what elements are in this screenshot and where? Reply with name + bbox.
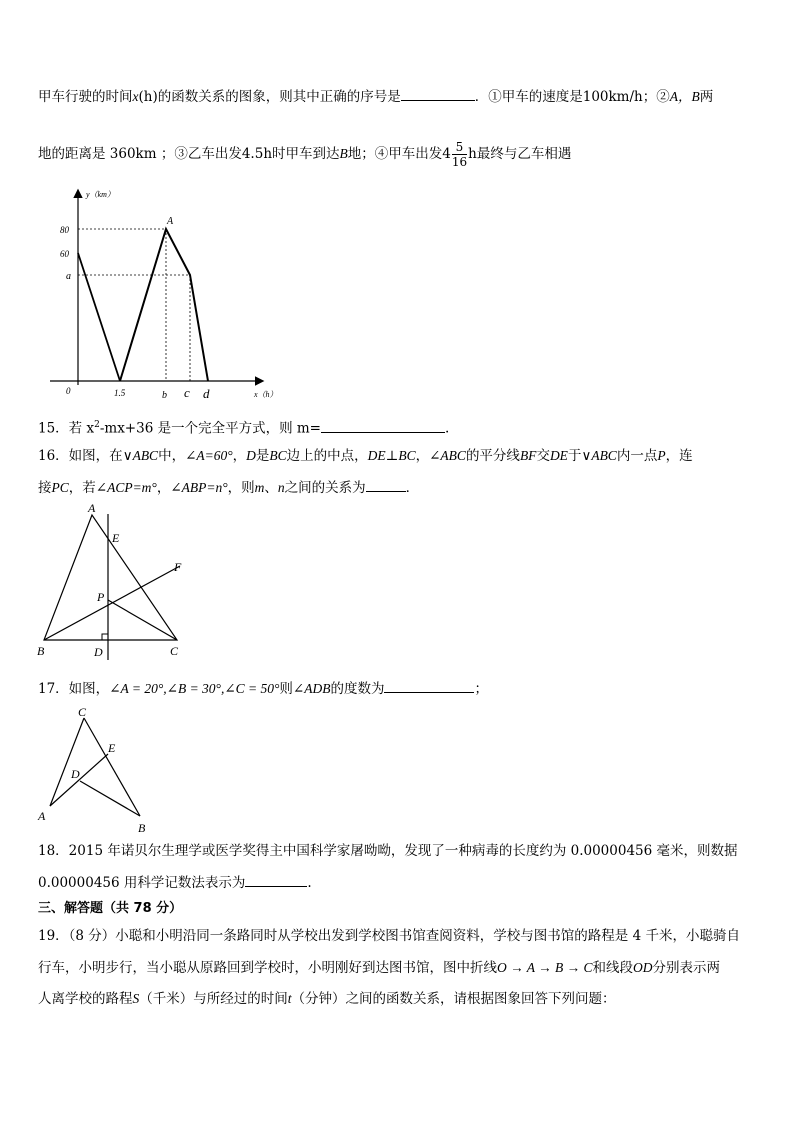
text: ，则	[227, 480, 255, 496]
line-pc	[108, 600, 177, 640]
tick-1.5: 1.5	[114, 388, 126, 398]
text: 接	[38, 480, 52, 496]
label-E: E	[108, 741, 116, 755]
point-A-label: A	[167, 216, 174, 227]
text: 的度数为	[330, 681, 385, 697]
var-x: x	[132, 89, 139, 104]
right-angle-mark	[102, 634, 108, 640]
unit: h	[468, 146, 477, 162]
label-D: D	[71, 767, 80, 781]
q17	[38, 680, 488, 698]
path: O → A → B → C	[497, 960, 593, 975]
tick-b: b	[162, 390, 167, 401]
label-A: A	[88, 501, 96, 515]
text: ，	[232, 448, 247, 464]
text: 最终与乙车相遇	[476, 146, 572, 162]
fraction	[452, 140, 467, 169]
q17-figure	[34, 706, 164, 836]
frac-den: 16	[451, 155, 468, 169]
var: n	[277, 480, 285, 495]
var: S	[132, 991, 140, 1006]
text: 0.00000456 用科学记数法表示为	[38, 875, 246, 891]
label-A: A	[38, 809, 46, 823]
x-axis-label: x（h）	[254, 390, 278, 399]
points-ab: A，B	[669, 89, 700, 104]
text: 17．如图，	[38, 681, 110, 697]
angle: ∠ACP=m°	[95, 480, 157, 495]
point-b: B	[339, 146, 348, 161]
q18-line1	[38, 842, 738, 860]
tick-d: d	[203, 386, 210, 401]
text: 地的距离是 360km ；③乙车出发	[38, 146, 242, 162]
q15	[38, 416, 449, 438]
y-axis-label: y（km）	[86, 190, 115, 199]
text: 和线段	[592, 960, 634, 976]
tick-80: 80	[60, 225, 69, 235]
q14-line1	[38, 88, 713, 106]
text: -mx+36 是一个完全平方式，则 m=	[99, 420, 321, 437]
text: 的平分线	[465, 448, 520, 464]
speed: 100km/h	[582, 89, 643, 105]
text: 两	[699, 89, 714, 105]
label-B: B	[138, 821, 146, 835]
q14-line2	[38, 140, 571, 169]
triangle: ∨ABC	[581, 448, 617, 463]
unit-h: (h)	[138, 89, 158, 105]
text: 16．如图，在	[38, 448, 123, 464]
label-C: C	[78, 706, 87, 719]
text: 人离学校的路程	[38, 991, 133, 1007]
line-60-to-1.5	[78, 253, 120, 381]
label-C: C	[170, 644, 179, 658]
answer-blank[interactable]	[366, 491, 406, 492]
text: ，	[156, 480, 171, 496]
triangle: ∨ABC	[122, 448, 159, 463]
text: （分钟）之间的函数关系，请根据图象回答下列问题：	[291, 991, 616, 1007]
text: 18．2015 年诺贝尔生理学或医学奖得主中国科学家屠呦呦，发现了一种病毒的长度约为 0.00000456 毫米，则数据	[38, 843, 738, 859]
text: 分别表示两	[652, 960, 721, 976]
text: 交	[536, 448, 550, 464]
segment: DE	[549, 448, 568, 463]
q18-line2	[38, 874, 312, 892]
line-cb	[84, 718, 140, 816]
text: 19．（8 分）小聪和小明沿同一条路同时从学校出发到学校图书馆查阅资料，学校与图书馆的路程是 4 千米，小聪骑自	[38, 928, 740, 944]
segment: BF	[519, 448, 537, 463]
text: 、	[264, 480, 278, 496]
text: 边上的中点，	[286, 448, 368, 464]
text: 之间的关系为	[284, 480, 366, 496]
angle: ∠ADB	[292, 681, 331, 696]
text: 内一点	[616, 448, 658, 464]
answer-blank[interactable]	[401, 100, 475, 101]
label-D: D	[94, 645, 103, 659]
q16-figure	[32, 500, 202, 665]
frac-num: 5	[452, 140, 467, 155]
text: 地；④甲车出发	[347, 146, 443, 162]
label-E: E	[112, 531, 120, 545]
segment: BC	[269, 448, 287, 463]
text: （千米）与所经过的时间	[139, 991, 288, 1007]
label-P: P	[97, 590, 105, 604]
label-F: F	[174, 560, 182, 574]
text: 是	[255, 448, 270, 464]
q19-line1	[38, 927, 740, 945]
text: 的函数关系的图象，则其中正确的序号是	[157, 89, 401, 105]
segment: PC	[51, 480, 69, 495]
text: ；②	[642, 89, 670, 105]
perp: DE⊥BC	[367, 448, 416, 463]
text: ；	[474, 681, 488, 697]
text: 时甲车到达	[272, 146, 340, 162]
tick-a: a	[66, 271, 71, 282]
polyline-1.5-A-c-d	[120, 229, 208, 381]
text: 则	[279, 681, 293, 697]
point: P	[657, 448, 666, 463]
text: ，	[415, 448, 430, 464]
angles-expr: ∠A = 20°,∠B = 30°,∠C = 50°	[109, 681, 280, 696]
text: 甲车行驶的时间	[38, 89, 133, 105]
q16-line2	[38, 479, 419, 497]
text: 中，	[158, 448, 186, 464]
mixed-int: 4	[442, 146, 451, 162]
q19-line2	[38, 959, 720, 977]
var: m	[254, 480, 265, 495]
text: 于	[567, 448, 582, 464]
text: ．	[405, 480, 420, 496]
angle: ∠A=60°	[185, 448, 233, 463]
triangle-abc	[44, 515, 177, 640]
origin-label: 0	[66, 386, 71, 396]
time: 4.5h	[241, 146, 273, 162]
answer-blank[interactable]	[321, 432, 445, 433]
text: 15．若 x	[38, 420, 95, 437]
text: .	[445, 420, 450, 437]
text: ．①甲车的速度是	[474, 89, 583, 105]
segment: OD	[633, 960, 653, 975]
q16-line1	[38, 447, 693, 465]
angle: ∠ABP=n°	[170, 480, 228, 495]
answer-blank[interactable]	[384, 692, 474, 693]
line-db	[80, 781, 140, 816]
point: D	[246, 448, 256, 463]
section-title: 三、解答题（共 78 分）	[38, 901, 183, 916]
exponent: 2	[94, 420, 100, 430]
tick-c: c	[184, 385, 190, 400]
label-B: B	[37, 644, 45, 658]
text: ，若	[68, 480, 96, 496]
q19-line3	[38, 990, 616, 1008]
tick-60: 60	[60, 249, 69, 259]
text: ，连	[665, 448, 693, 464]
answer-blank[interactable]	[245, 886, 307, 887]
distance-time-graph	[40, 185, 280, 405]
text: 行车，小明步行，当小聪从原路回到学校时，小明刚好到达图书馆，图中折线	[38, 960, 497, 976]
text: .	[307, 875, 312, 891]
var: t	[287, 991, 292, 1006]
angle: ∠ABC	[429, 448, 466, 463]
line-ca	[50, 718, 84, 806]
